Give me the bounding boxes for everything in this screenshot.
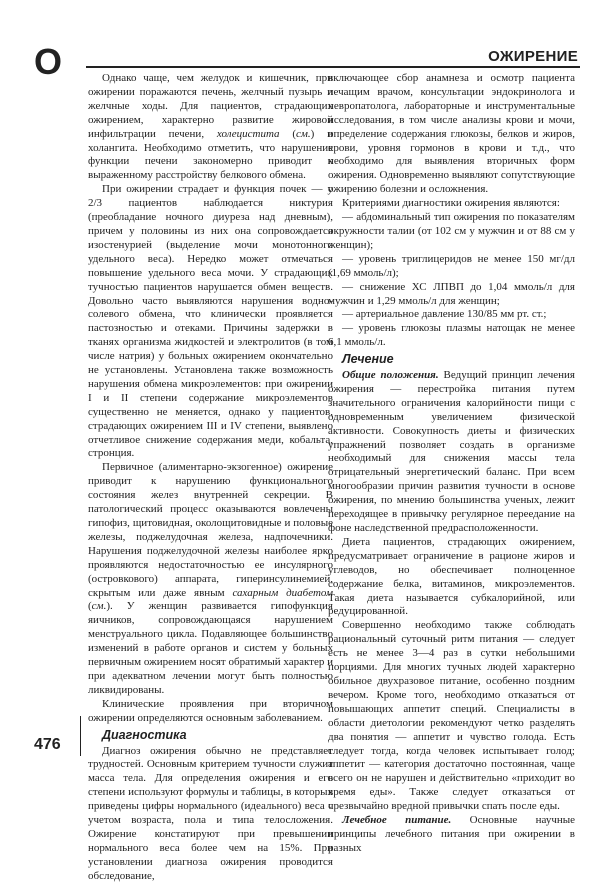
section-thumb-letter: О (34, 41, 63, 82)
paragraph: Однако чаще, чем желудок и кишечник, при ожирении поражаются печень, желчный пузырь и желчные ходы. Для пациентов, страдающих ожирением, характерно развитие жировой инфильтрации печени, холецистита (см.) и холангита. Необходимо отметить, что нарушение функции печени закономерно приводит к выраженному расстройству белкового обмена. (88, 72, 333, 182)
running-header-title: ОЖИРЕНИЕ (488, 48, 578, 65)
paragraph: Лечебное питание. Основные научные принципы лечебного питания при ожирении в разных (328, 814, 576, 854)
left-column (88, 72, 333, 884)
section-heading-diagnostics: Диагностика (102, 727, 187, 742)
section-heading-treatment: Лечение (342, 352, 394, 367)
paragraph: Критериями диагностики ожирения являются: (342, 197, 560, 210)
paragraph: Клинические проявления при вторичном ожирении определяются основным заболеванием. (88, 697, 333, 724)
paragraph: Совершенно необходимо также соблюдать рациональный суточный ритм питания — следует есть не менее 3—4 раз в сутки небольшими порциями. Для многих тучных людей характерно обильное двухразовое питание, особенно поздним вечером. Кроме того, необходимо отказаться от повышающих аппетит специй. Специалисты в области диетологии рекомендуют четко разделять два понятия — аппетит и чувство голода. Есть следует тогда, когда человек испытывает голод; аппетит — категория достаточно постоянная, чаще всего он не нарушен и действительно «приходит во время еды». Также следует отказаться от чрезвычайно вредной привычки спать после еды. (328, 619, 575, 813)
paragraph: Диагноз ожирения обычно не представляет трудностей. Основным критерием тучности служит масса тела. Для определения ожирения и его степени используют формулы и таблицы, в которых приведены цифры нормального (идеального) веса с учетом возраста, пола и типа телосложения. Ожирение констатируют при превышении нормального веса более чем на 15%. При установлении диагноза ожирения проводится обследование, (88, 744, 333, 882)
criteria-item: — абдоминальный тип ожирения по показателям окружности талии (от 102 см у мужчин и от 88 см у женщин); (328, 211, 575, 251)
criteria-item: — уровень глюкозы плазмы натощак не менее 6,1 ммоль/л. (328, 322, 575, 349)
page-number-rule (80, 716, 81, 756)
paragraph: При ожирении страдает и функция почек — у 2/3 пациентов наблюдается никтурия (преобладание ночного диуреза над дневным), причем у половины из них она сопровождается изостенурией (выделение мочи монотонного удельного веса). Нередко может отмечаться повышение удельного веса мочи. У страдающих тучностью пациентов нарушается обмен веществ. Довольно часто выявляются нарушения водно-солевого обмена, что клинически проявляется пастозностью и отеками. Причины задержки в тканях организма жидкостей и электролитов (в том числе натрия) у больных ожирением окончательно не установлены. Установлена также возможность нарушения обмена микроэлементов: при ожирении I и II степени содержание микроэлементов существенно не меняется, однако у пациентов, страдающих ожирением III и IV степени, выявлено отчетливое снижение содержания меди, кобальта, стронция. (88, 183, 333, 460)
page-number: 476 (34, 736, 61, 753)
header-rule (86, 66, 580, 68)
paragraph: включающее сбор анамнеза и осмотр пациента лечащим врачом, консультации эндокринолога и невропатолога, лабораторные и инструментальные исследования, в том числе анализы крови и мочи, определение содержания глюкозы, белков и жиров, крови, уровня гормонов в крови и т.д., что необходимо для выявления вторичных форм ожирения. Одновременно выявляют сопутствующие ожирению болезни и осложнения. (328, 72, 575, 196)
paragraph: Общие положения. Ведущий принцип лечения ожирения — перестройка питания путем значительного ограничения калорийности пищи с одновременным увеличением физической активности. Совокупность диеты и физических упражнений позволяет создать в организме необходимый для снижения массы тела отрицательный энергетический баланс. При всем многообразии причин развития тучности в основе ожирения, по мнению большинства ученых, лежит переходящее в привычку регулярное переедание на фоне наследственной предрасположенности. (328, 369, 575, 534)
paragraph: Первичное (алиментарно-экзогенное) ожирение приводит к нарушению функционального состояния желез внутренней секреции. В патологический процесс оказываются вовлечены гипофиз, щитовидная, околощитовидные и половые железы, поджелудочная железа, надпочечники. Нарушения поджелудочной железы наиболее ярко проявляются недостаточностью ее инсулярного (островкового) аппарата, гиперинсулинемией, скрытым или даже явным сахарным диабетом (см.). У женщин развивается гипофункция яичников, сопровождающаяся нарушением менструального цикла. Подавляющее большинство изменений в работе органов и систем у больных первичным ожирением носят обратимый характер и при адекватном лечении могут быть полностью ликвидированы. (88, 461, 334, 696)
right-column (328, 72, 575, 856)
criteria-item: — артериальное давление 130/85 мм рт. ст.; (342, 308, 547, 321)
criteria-item: — снижение ХС ЛПВП до 1,04 ммоль/л для мужчин и 1,29 ммоль/л для женщин; (328, 280, 575, 307)
criteria-item: — уровень триглицеридов не менее 150 мг/дл (1,69 ммоль/л); (328, 252, 575, 279)
paragraph: Диета пациентов, страдающих ожирением, предусматривает ограничение в рационе жиров и углеводов, но обеспечивает полноценное содержание белка, витаминов, микроэлементов. Такая диета называется субкалорийной, или редуцированной. (328, 535, 575, 618)
